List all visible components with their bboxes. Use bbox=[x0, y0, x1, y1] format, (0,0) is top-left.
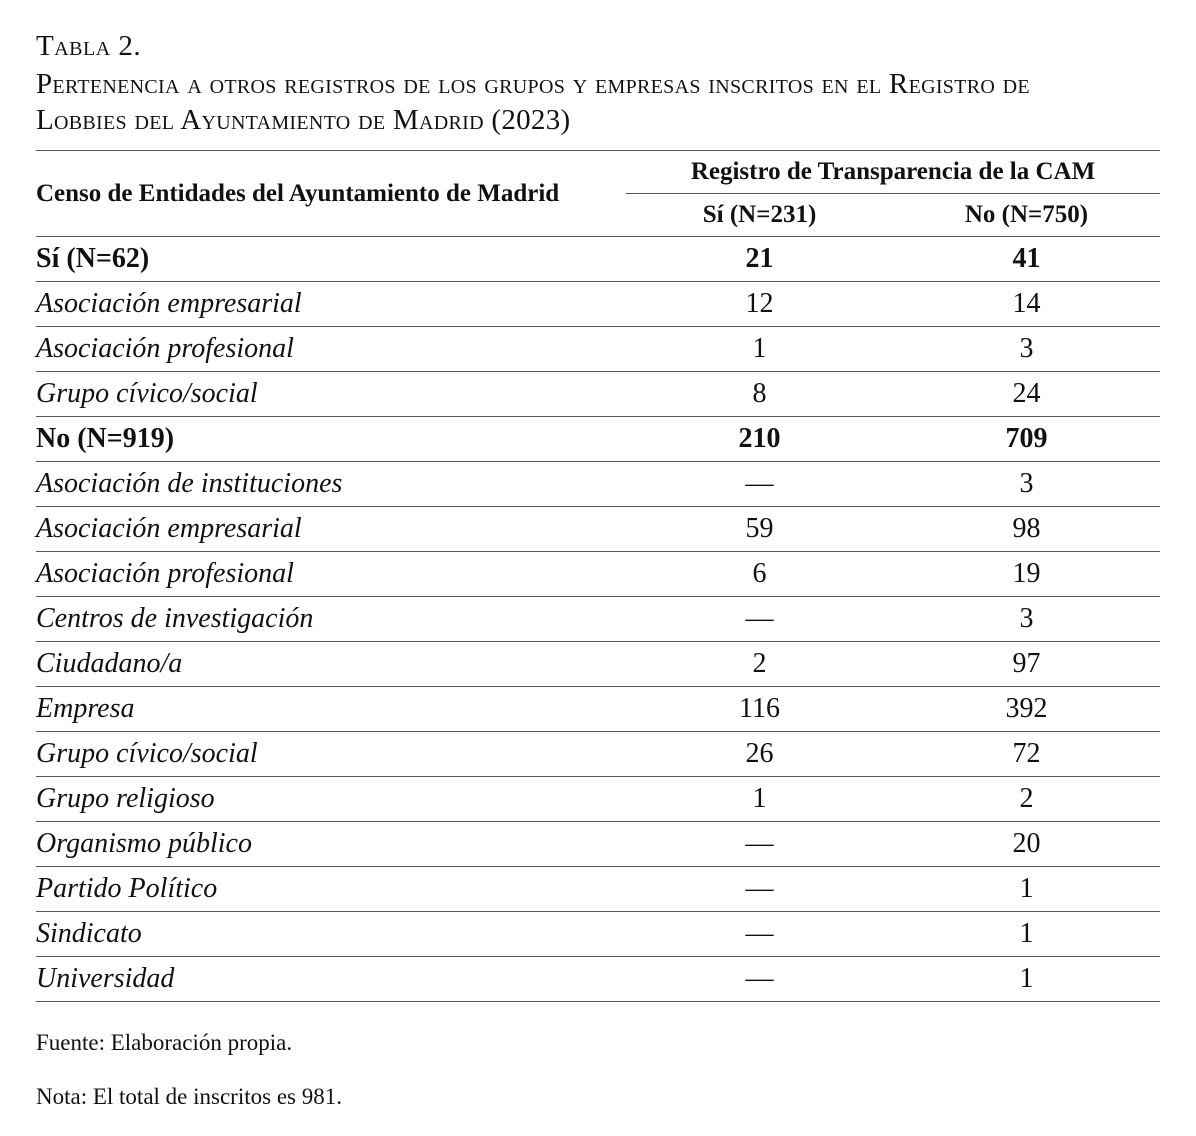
row-label: Sí (N=62) bbox=[36, 237, 626, 282]
group-row bbox=[36, 417, 1160, 462]
cell-no: 2 bbox=[893, 777, 1160, 822]
row-label: Asociación profesional bbox=[36, 327, 626, 372]
table-caption bbox=[36, 28, 1166, 138]
cell-no: 20 bbox=[893, 822, 1160, 867]
column-header-si: Sí (N=231) bbox=[626, 194, 893, 237]
header-row-1 bbox=[36, 151, 1160, 194]
cell-no: 19 bbox=[893, 552, 1160, 597]
table-row bbox=[36, 957, 1160, 1002]
cell-no: 709 bbox=[893, 417, 1160, 462]
table-title bbox=[36, 66, 1166, 138]
cell-no: 14 bbox=[893, 282, 1160, 327]
column-group-header: Registro de Transparencia de la CAM bbox=[626, 151, 1160, 194]
table-row bbox=[36, 597, 1160, 642]
table-row bbox=[36, 912, 1160, 957]
cell-si: 8 bbox=[626, 372, 893, 417]
cell-si: 210 bbox=[626, 417, 893, 462]
cell-si: 2 bbox=[626, 642, 893, 687]
row-label: Universidad bbox=[36, 957, 626, 1002]
cell-si: 1 bbox=[626, 327, 893, 372]
cell-si: — bbox=[626, 957, 893, 1002]
row-label: Grupo cívico/social bbox=[36, 732, 626, 777]
source-note: Fuente: Elaboración propia. bbox=[36, 1030, 293, 1055]
cell-no: 3 bbox=[893, 462, 1160, 507]
table-row bbox=[36, 687, 1160, 732]
cell-si: — bbox=[626, 867, 893, 912]
cell-no: 3 bbox=[893, 597, 1160, 642]
row-label: Ciudadano/a bbox=[36, 642, 626, 687]
row-label: Asociación empresarial bbox=[36, 282, 626, 327]
table-row bbox=[36, 327, 1160, 372]
total-note: Nota: El total de inscritos es 981. bbox=[36, 1084, 342, 1109]
table-row bbox=[36, 282, 1160, 327]
cell-si: — bbox=[626, 822, 893, 867]
table-title-line-1: Pertenencia a otros registros de los grupos y empresas inscritos en el Registro de bbox=[36, 68, 1030, 100]
row-label: Centros de investigación bbox=[36, 597, 626, 642]
table-row bbox=[36, 507, 1160, 552]
cell-si: 12 bbox=[626, 282, 893, 327]
cell-no: 3 bbox=[893, 327, 1160, 372]
cell-no: 1 bbox=[893, 867, 1160, 912]
cell-no: 24 bbox=[893, 372, 1160, 417]
cell-no: 72 bbox=[893, 732, 1160, 777]
cell-si: 1 bbox=[626, 777, 893, 822]
table-label: Tabla 2. bbox=[36, 30, 142, 62]
group-row bbox=[36, 237, 1160, 282]
row-label: Organismo público bbox=[36, 822, 626, 867]
row-label: Partido Político bbox=[36, 867, 626, 912]
table-title-line-2: Lobbies del Ayuntamiento de Madrid (2023) bbox=[36, 104, 571, 136]
cell-si: 21 bbox=[626, 237, 893, 282]
cell-no: 1 bbox=[893, 957, 1160, 1002]
cell-si: 59 bbox=[626, 507, 893, 552]
row-label: Grupo cívico/social bbox=[36, 372, 626, 417]
row-label: Sindicato bbox=[36, 912, 626, 957]
table-row bbox=[36, 777, 1160, 822]
row-label: Asociación profesional bbox=[36, 552, 626, 597]
cell-no: 392 bbox=[893, 687, 1160, 732]
row-label: Empresa bbox=[36, 687, 626, 732]
cell-si: 26 bbox=[626, 732, 893, 777]
row-label: Grupo religioso bbox=[36, 777, 626, 822]
cell-si: 116 bbox=[626, 687, 893, 732]
cell-si: — bbox=[626, 462, 893, 507]
table-row bbox=[36, 867, 1160, 912]
table-row bbox=[36, 552, 1160, 597]
table-notes bbox=[36, 1028, 342, 1136]
row-label: No (N=919) bbox=[36, 417, 626, 462]
cell-no: 41 bbox=[893, 237, 1160, 282]
cell-si: 6 bbox=[626, 552, 893, 597]
table-row bbox=[36, 732, 1160, 777]
table-row bbox=[36, 372, 1160, 417]
table-body bbox=[36, 237, 1160, 1002]
table-row bbox=[36, 462, 1160, 507]
cell-no: 98 bbox=[893, 507, 1160, 552]
row-label: Asociación empresarial bbox=[36, 507, 626, 552]
cell-no: 1 bbox=[893, 912, 1160, 957]
data-table bbox=[36, 150, 1160, 1002]
row-label: Asociación de instituciones bbox=[36, 462, 626, 507]
column-header-no: No (N=750) bbox=[893, 194, 1160, 237]
table-row bbox=[36, 642, 1160, 687]
cell-no: 97 bbox=[893, 642, 1160, 687]
cell-si: — bbox=[626, 597, 893, 642]
cell-si: — bbox=[626, 912, 893, 957]
row-header: Censo de Entidades del Ayuntamiento de Madrid bbox=[36, 151, 626, 237]
table-row bbox=[36, 822, 1160, 867]
